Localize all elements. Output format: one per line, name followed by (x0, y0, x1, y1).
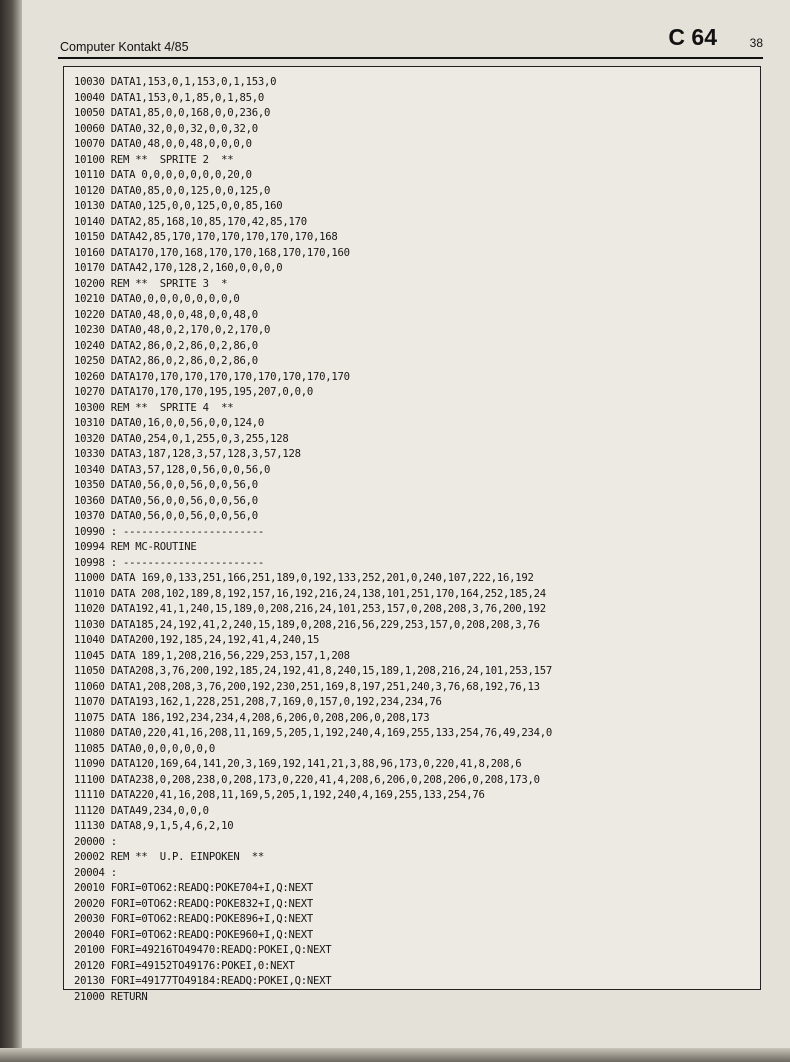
page-shadow-edge (0, 0, 22, 1062)
code-line: 10998 : ----------------------- (74, 556, 264, 569)
code-line: 10350 DATA0,56,0,0,56,0,0,56,0 (74, 479, 258, 491)
page-bottom-edge (0, 1048, 790, 1062)
code-line: 10220 DATA0,48,0,0,48,0,0,48,0 (74, 308, 258, 321)
code-line: 11050 DATA208,3,76,200,192,185,24,192,41,8,240,15,189,1,208,216,24,101,253,157 (74, 665, 552, 677)
code-line: 11090 DATA120,169,64,141,20,3,169,192,141,21,3,88,96,173,0,220,41,8,208,6 (74, 758, 522, 770)
code-line: 10040 DATA1,153,0,1,85,0,1,85,0 (74, 91, 264, 104)
code-line: 10270 DATA170,170,170,195,195,207,0,0,0 (74, 386, 313, 398)
code-line: 10170 DATA42,170,128,2,160,0,0,0,0 (74, 262, 283, 274)
code-line: 10320 DATA0,254,0,1,255,0,3,255,128 (74, 432, 289, 445)
code-line: 10990 : ----------------------- (74, 525, 264, 538)
code-line: 10150 DATA42,85,170,170,170,170,170,170,168 (74, 231, 338, 243)
code-line: 11060 DATA1,208,208,3,76,200,192,230,251,169,8,197,251,240,3,76,68,192,76,13 (74, 680, 540, 693)
code-line: 10140 DATA2,85,168,10,85,170,42,85,170 (74, 215, 307, 228)
code-line: 20020 FORI=0TO62:READQ:POKE832+I,Q:NEXT (74, 897, 313, 910)
code-line: 20100 FORI=49216TO49470:READQ:POKEI,Q:NEXT (74, 944, 332, 956)
code-line: 20002 REM ** U.P. EINPOKEN ** (74, 851, 264, 863)
code-line: 10050 DATA1,85,0,0,168,0,0,236,0 (74, 107, 271, 119)
code-line: 10340 DATA3,57,128,0,56,0,0,56,0 (74, 463, 271, 476)
page-number: 38 (749, 36, 763, 50)
code-line: 10230 DATA0,48,0,2,170,0,2,170,0 (74, 324, 271, 336)
code-line: 10330 DATA3,187,128,3,57,128,3,57,128 (74, 448, 301, 460)
code-line: 10360 DATA0,56,0,0,56,0,0,56,0 (74, 494, 258, 507)
code-line: 10100 REM ** SPRITE 2 ** (74, 153, 234, 166)
code-line: 10370 DATA0,56,0,0,56,0,0,56,0 (74, 510, 258, 522)
code-line: 10210 DATA0,0,0,0,0,0,0,0,0 (74, 293, 240, 305)
code-line: 11075 DATA 186,192,234,234,4,208,6,206,0,208,206,0,208,173 (74, 711, 430, 724)
code-line: 20000 : (74, 835, 117, 848)
code-line: 11100 DATA238,0,208,238,0,208,173,0,220,41,4,208,6,206,0,208,206,0,208,173,0 (74, 773, 540, 786)
code-line: 11010 DATA 208,102,189,8,192,157,16,192,216,24,138,101,251,170,164,252,185,24 (74, 587, 546, 600)
code-line: 11020 DATA192,41,1,240,15,189,0,208,216,24,101,253,157,0,208,208,3,76,200,192 (74, 603, 546, 615)
code-line: 10060 DATA0,32,0,0,32,0,0,32,0 (74, 122, 258, 135)
code-line: 20120 FORI=49152TO49176:POKEI,0:NEXT (74, 959, 295, 972)
code-line: 10160 DATA170,170,168,170,170,168,170,170,160 (74, 246, 350, 259)
code-line: 21000 RETURN (74, 990, 148, 1003)
code-line: 10030 DATA1,153,0,1,153,0,1,153,0 (74, 76, 277, 88)
code-line: 11130 DATA8,9,1,5,4,6,2,10 (74, 820, 234, 832)
header-rule (58, 57, 763, 59)
code-line: 10250 DATA2,86,0,2,86,0,2,86,0 (74, 355, 258, 367)
code-line: 10120 DATA0,85,0,0,125,0,0,125,0 (74, 184, 271, 197)
code-line: 11000 DATA 169,0,133,251,166,251,189,0,192,133,252,201,0,240,107,222,16,192 (74, 572, 534, 584)
code-line: 20004 : (74, 866, 117, 879)
code-line: 11120 DATA49,234,0,0,0 (74, 804, 209, 817)
code-line: 10260 DATA170,170,170,170,170,170,170,170,170 (74, 370, 350, 383)
code-line: 20040 FORI=0TO62:READQ:POKE960+I,Q:NEXT (74, 928, 313, 941)
code-line: 10310 DATA0,16,0,0,56,0,0,124,0 (74, 417, 264, 429)
code-line: 11085 DATA0,0,0,0,0,0,0 (74, 742, 215, 755)
code-line: 11030 DATA185,24,192,41,2,240,15,189,0,208,216,56,229,253,157,0,208,208,3,76 (74, 618, 540, 631)
code-line: 11110 DATA220,41,16,208,11,169,5,205,1,192,240,4,169,255,133,254,76 (74, 789, 485, 801)
code-line: 10300 REM ** SPRITE 4 ** (74, 401, 234, 414)
code-line: 10200 REM ** SPRITE 3 * (74, 277, 228, 290)
code-line: 20030 FORI=0TO62:READQ:POKE896+I,Q:NEXT (74, 913, 313, 925)
code-line: 11070 DATA193,162,1,228,251,208,7,169,0,157,0,192,234,234,76 (74, 696, 442, 708)
code-listing (63, 66, 761, 1003)
code-line: 10240 DATA2,86,0,2,86,0,2,86,0 (74, 339, 258, 352)
magazine-title: Computer Kontakt 4/85 (60, 40, 189, 54)
code-line: 20130 FORI=49177TO49184:READQ:POKEI,Q:NEXT (74, 975, 332, 987)
code-line: 20010 FORI=0TO62:READQ:POKE704+I,Q:NEXT (74, 882, 313, 894)
page-header (58, 24, 763, 58)
code-line: 10070 DATA0,48,0,0,48,0,0,0,0 (74, 138, 252, 150)
code-line: 11040 DATA200,192,185,24,192,41,4,240,15 (74, 634, 320, 646)
code-line: 10130 DATA0,125,0,0,125,0,0,85,160 (74, 200, 283, 212)
code-line: 10110 DATA 0,0,0,0,0,0,0,20,0 (74, 169, 252, 181)
system-label: C 64 (668, 24, 717, 50)
code-line: 11080 DATA0,220,41,16,208,11,169,5,205,1,192,240,4,169,255,133,254,76,49,234,0 (74, 727, 552, 739)
code-line: 10994 REM MC-ROUTINE (74, 541, 197, 553)
code-line: 11045 DATA 189,1,208,216,56,229,253,157,1,208 (74, 649, 350, 662)
